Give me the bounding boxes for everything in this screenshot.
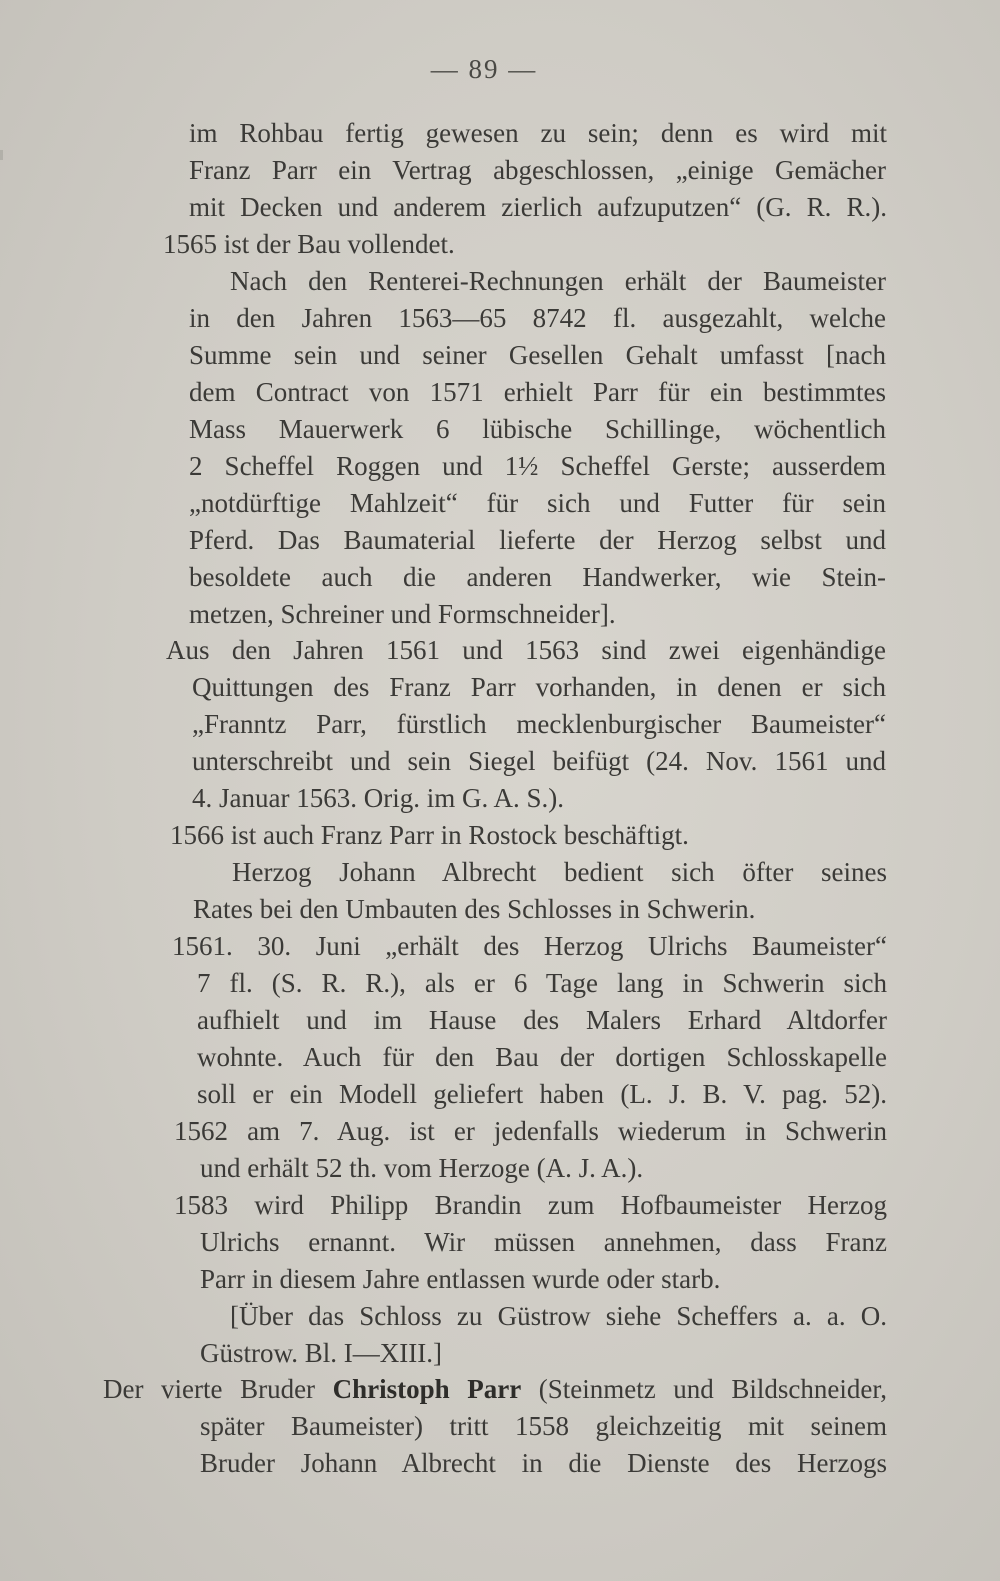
text-line: Herzog Johann Albrecht bedient sich öfter seines	[232, 857, 887, 887]
text-line: unterschreibt und sein Siegel beifügt (24. Nov. 1561 und	[192, 746, 886, 776]
text-run: (Steinmetz und Bildschneider,	[521, 1374, 887, 1404]
text-line: besoldete auch die anderen Handwerker, wie Stein-	[189, 562, 886, 592]
text-line: Bruder Johann Albrecht in die Dienste des Herzogs	[200, 1448, 887, 1478]
text-line: 1562 am 7. Aug. ist er jedenfalls wiederum in Schwerin	[174, 1116, 887, 1146]
text-line: Parr in diesem Jahre entlassen wurde oder starb.	[200, 1264, 721, 1294]
text-line: Franz Parr ein Vertrag abgeschlossen, „einige Gemächer	[189, 155, 886, 185]
name-christoph-parr: Christoph Parr	[332, 1374, 522, 1404]
page-number: — 89 —	[430, 54, 538, 84]
text-line: in den Jahren 1563—65 8742 fl. ausgezahlt, welche	[189, 303, 886, 333]
text-line: 1566 ist auch Franz Parr in Rostock beschäftigt.	[170, 820, 689, 850]
text-line: 1565 ist der Bau vollendet.	[163, 229, 455, 259]
text-line: wohnte. Auch für den Bau der dortigen Schlosskapelle	[197, 1042, 887, 1072]
text-line: 1561. 30. Juni „erhält des Herzog Ulrichs Baumeister“	[172, 931, 887, 961]
text-line: 2 Scheffel Roggen und 1½ Scheffel Gerste; ausserdem	[189, 451, 886, 481]
text-line: Pferd. Das Baumaterial lieferte der Herzog selbst und	[189, 525, 886, 555]
text-line: soll er ein Modell geliefert haben (L. J. B. V. pag. 52).	[197, 1079, 887, 1109]
text-line: Summe sein und seiner Gesellen Gehalt umfasst [nach	[189, 340, 886, 370]
text-run: Der vierte Bruder	[103, 1374, 333, 1404]
text-line: „notdürftige Mahlzeit“ für sich und Futter für sein	[189, 488, 886, 518]
text-line: 7 fl. (S. R. R.), als er 6 Tage lang in Schwerin sich	[197, 968, 887, 998]
text-line: metzen, Schreiner und Formschneider].	[189, 599, 616, 629]
scan-mark	[0, 150, 3, 160]
text-line: mit Decken und anderem zierlich aufzuputzen“ (G. R. R.).	[189, 192, 887, 222]
text-line: „Franntz Parr, fürstlich mecklenburgischer Baumeister“	[192, 709, 886, 739]
text-line: später Baumeister) tritt 1558 gleichzeitig mit seinem	[200, 1411, 887, 1441]
text-line: [Über das Schloss zu Güstrow siehe Scheffers a. a. O.	[230, 1301, 887, 1331]
text-line: Rates bei den Umbauten des Schlosses in Schwerin.	[193, 894, 756, 924]
text-line: Aus den Jahren 1561 und 1563 sind zwei eigenhändige	[166, 635, 886, 665]
text-line: Quittungen des Franz Parr vorhanden, in denen er sich	[192, 672, 886, 702]
text-line: aufhielt und im Hause des Malers Erhard Altdorfer	[197, 1005, 887, 1035]
text-line: im Rohbau fertig gewesen zu sein; denn es wird mit	[189, 118, 887, 148]
text-line	[103, 1372, 887, 1406]
text-line: dem Contract von 1571 erhielt Parr für ein bestimmtes	[189, 377, 886, 407]
text-line: Ulrichs ernannt. Wir müssen annehmen, dass Franz	[200, 1227, 887, 1257]
text-line: Nach den Renterei-Rechnungen erhält der Baumeister	[230, 266, 886, 296]
text-line: 1583 wird Philipp Brandin zum Hofbaumeister Herzog	[174, 1190, 887, 1220]
text-line: 4. Januar 1563. Orig. im G. A. S.).	[192, 783, 564, 813]
text-line: und erhält 52 th. vom Herzoge (A. J. A.).	[200, 1153, 644, 1183]
text-line: Güstrow. Bl. I—XIII.]	[200, 1338, 442, 1368]
text-line: Mass Mauerwerk 6 lübische Schillinge, wöchentlich	[189, 414, 886, 444]
